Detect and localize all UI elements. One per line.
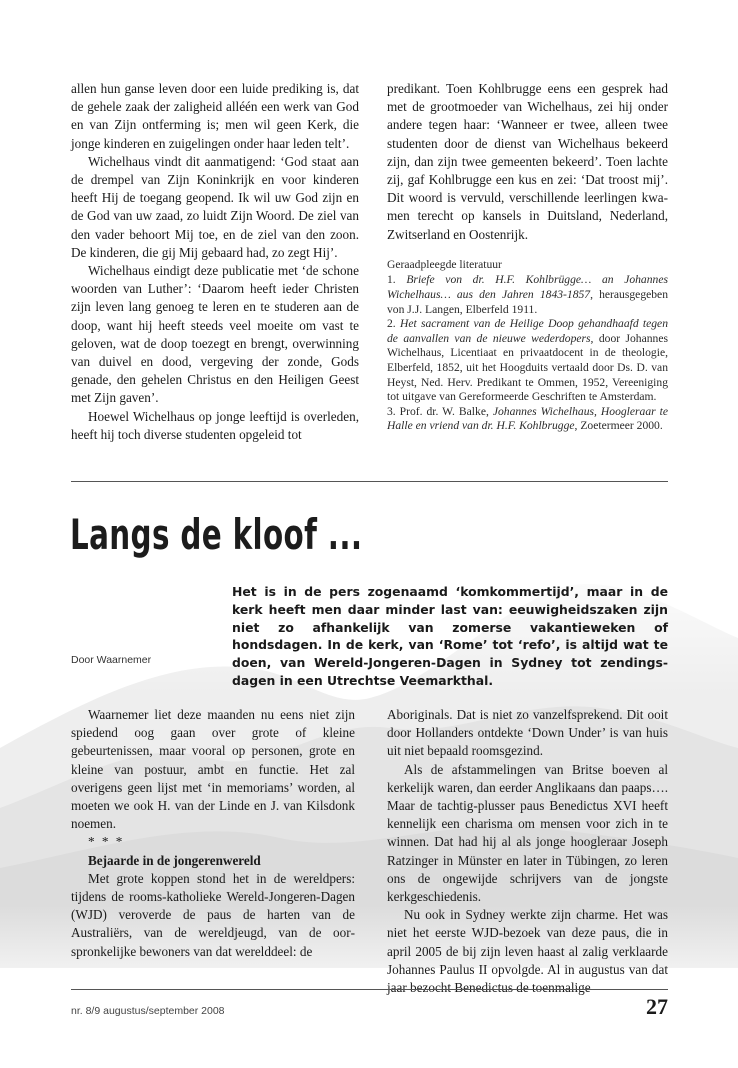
paragraph: predikant. Toen Kohlbrugge eens een gesprek had met de grootmoeder van Wichelhaus, zei hij onder andere tegen haar: ‘Wanneer er twee, alleen twee studenten door de dienst van Wichelhaus bekeerd zijn, dan zijn twee gemeenten bekeerd’. Toen lachte zij, gaf Kohlbrugge een kus en zei: ‘Dat troost mij’. Dit woord is vervuld, verschillende leerlingen kwamen terecht op kansels in Duitsland, Nederland, Zwitserland en Oostenrijk.	[387, 81, 668, 242]
literature-item: 3. Prof. dr. W. Balke, Johannes Wichelhaus, Hoogleraar te Halle en vriend van dr. H.F. Kohlbrugge, Zoetermeer 2000.	[387, 404, 668, 433]
top-right-column	[387, 80, 668, 434]
article-title: Langs de kloof ...	[70, 510, 363, 559]
literature-title: Het sacrament van de Heilige Doop gehandhaafd tegen de aanvallen van de nieuwe wederdopers,	[387, 317, 669, 345]
bottom-left-column	[71, 706, 355, 961]
paragraph: Met grote koppen stond het in de wereldpers: tijdens de rooms-katholieke Wereld-Jongeren-Dagen (WJD) veroverde de paus de harten van de Australiërs, van de wereldjeugd, van de oorspronkelijke bewoners van dat werelddeel: de	[71, 870, 355, 959]
subheading: Bejaarde in de jongerenwereld	[88, 852, 261, 868]
article-lead: Het is in de pers zogenaamd ‘komkommertijd’, maar in de kerk heeft men daar minder last van: eeuwigheidszaken zijn niet zo afhankelijk van zomerse vakantieweken of hondsdagen. In de kerk, van ‘Rome’ tot ‘refo’, is altijd wat te doen, van Wereld-Jongeren-Dagen in Sydney tot zendingsdagen in een Utrechtse Veemarkthal.	[232, 584, 668, 688]
section-separator: * * *	[88, 834, 125, 850]
paragraph: Als de afstammelingen van Britse boeven al kerkelijk waren, dan eerder Anglikaans dan paaps…. Maar de tachtig-plusser paus Benedictus XVI heeft kennelijk een charisma om mensen voor zich in te winnen. Dat had hij al als jonge hoogleraar Joseph Ratzinger in Münster en later in Tübingen, zo leren ons de ongewijde schrijvers van de jongste kerkgeschiedenis.	[387, 761, 668, 905]
literature-item: 2. Het sacrament van de Heilige Doop gehandhaafd tegen de aanvallen van de nieuwe wederdopers, door Johannes Wichelhaus, Licentiaat en privaatdocent in de theologie, Elberfeld, 1852, uit het Hoogduits vertaald door Ds. D. van Heyst, Ned. Herv. Predikant te Ommen, 1952, Vereeniging tot uitgave van Gereformeerde Geschriften te Amsterdam.	[387, 317, 669, 404]
issue-label: nr. 8/9 augustus/september 2008	[71, 1005, 225, 1017]
paragraph: Wichelhaus eindigt deze publicatie met ‘de schone woorden van Luther’: ‘Daarom heeft ieder Christen zijn leven lang genoeg te leren en te studeren aan de doop, want hij heeft steeds veel moeite om vast te geloven, wat de doop toezegt en brengt, overwinning van duivel en dood, vergeving der zonde, Gods genade, den gehelen Christus en den Heiligen Geest met Zijn gaven’.	[71, 263, 359, 406]
literature-item: 1. Briefe von dr. H.F. Kohlbrügge… an Johannes Wichelhaus… aus den Jahren 1843-1857, herausgegeben von J.J. Langen, Elberfeld 1911.	[387, 273, 668, 316]
literature-title: Johannes Wichelhaus, Hoogleraar te Halle en vriend van dr. H.F. Kohlbrugge	[387, 404, 668, 433]
paragraph: Waarnemer liet deze maanden nu eens niet zijn spiedend oog gaan over grote of kleine gebeurtenissen, maar vooral op personen, grote en kleine van postuur, ambt en functie. Het zal overigens geen lijst met ‘in memoriams’ worden, al moeten we ook H. van der Linde en J. van Kilsdonk noemen.	[71, 707, 355, 832]
paragraph: Wichelhaus vindt dit aanmatigend: ‘God staat aan de drempel van Zijn Koninkrijk en voor kinderen heeft Hij de toegang geopend. Ik wil uw God zijn en de God van uw zaad, zo luidt Zijn Woord. De ziel van den vader behoort Mij toe, en de ziel van den zoon. De kinderen, die gij Mij gebaard had, zo zegt Hij’.	[71, 153, 359, 260]
bottom-right-column	[387, 706, 668, 997]
page-number: 27	[646, 994, 668, 1019]
paragraph: allen hun ganse leven door een luide prediking is, dat de gehele zaak der zaligheid alléén een werk van God en van Zijn ontferming is; men wil geen Kerk, die jonge kinderen en zuigelingen onder haar leden telt’.	[71, 81, 359, 151]
paragraph: Nu ook in Sydney werkte zijn charme. Het was niet het eerste WJD-bezoek van deze paus, die in april 2005 de bij zijn leven haast al zalig verklaarde Johannes Paulus II opvolgde. Al in augustus van dat jaar bezocht Benedictus de toenmalige	[387, 907, 668, 996]
literature-list	[387, 258, 668, 434]
paragraph: Hoewel Wichelhaus op jonge leeftijd is overleden, heeft hij toch diverse studenten opgeleid tot	[71, 408, 359, 442]
literature-title: Briefe von dr. H.F. Kohlbrügge… an Johannes Wichelhaus… aus den Jahren 1843-1857	[387, 273, 668, 302]
paragraph: Aboriginals. Dat is niet zo vanzelfsprekend. Dit ooit door Hollanders ontdekte ‘Down Under’ is van huis uit niet bepaald roomsgezind.	[387, 707, 668, 759]
section-divider	[71, 481, 668, 482]
footer-divider	[71, 989, 668, 990]
literature-heading: Geraadpleegde literatuur	[387, 257, 502, 271]
top-left-column	[71, 80, 359, 444]
article-author: Door Waarnemer	[71, 654, 152, 666]
